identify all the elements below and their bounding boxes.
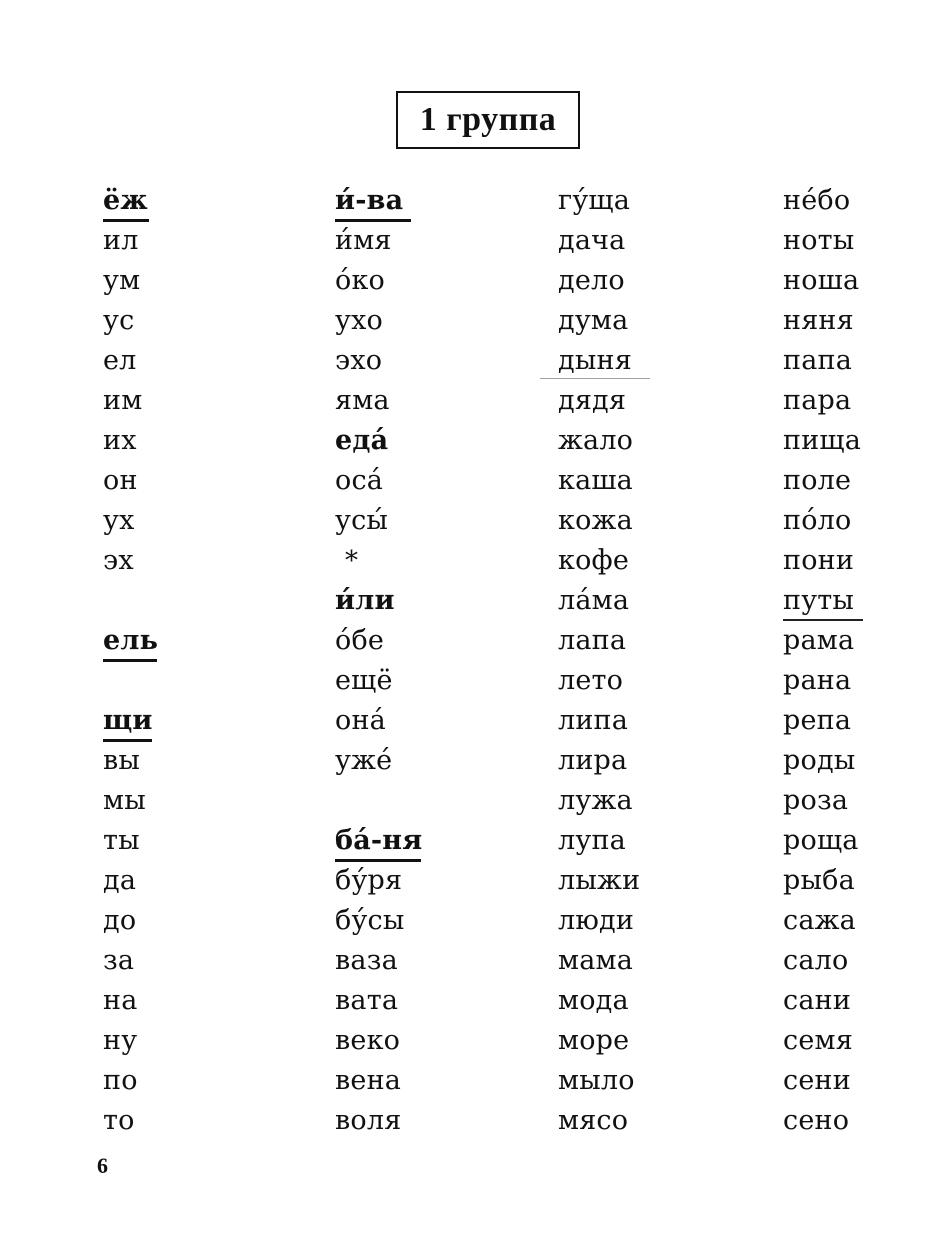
word-item: да: [103, 865, 137, 896]
word-column-1: [103, 181, 158, 1141]
heading-underline: [103, 739, 152, 742]
heading-text: ба́-ня: [335, 825, 423, 856]
word-item: и́мя: [335, 225, 392, 256]
word-item: он: [103, 465, 138, 496]
word-item: о́ко: [335, 265, 385, 296]
group-title-box: [396, 91, 580, 149]
word-item: лужа: [558, 785, 633, 816]
word-item: ел: [103, 345, 137, 376]
word-item: сани: [783, 985, 852, 1016]
word-item: на: [103, 985, 138, 1016]
word-item: по: [103, 1065, 138, 1096]
word-item: пони: [783, 545, 855, 576]
heading-text: ёж: [103, 185, 148, 216]
word-item: семя: [783, 1025, 853, 1056]
word-item: мама: [558, 945, 633, 976]
syllable-heading: [335, 181, 422, 221]
word-item: ухо: [335, 305, 383, 336]
word-item: лапа: [558, 625, 627, 656]
word-item: ил: [103, 225, 139, 256]
word-item: мы: [103, 785, 146, 816]
word-item: не́бо: [783, 185, 851, 216]
word-item: и́ли: [335, 585, 395, 616]
word-item: папа: [783, 345, 852, 376]
word-item: о́бе: [335, 625, 385, 656]
word-item: по́ло: [783, 505, 852, 536]
word-item: сало: [783, 945, 849, 976]
syllable-heading: [103, 181, 158, 221]
word-item: лыжи: [558, 865, 641, 896]
word-item: им: [103, 385, 143, 416]
word-column-4: [783, 181, 861, 1141]
word-item: гу́ща: [558, 185, 631, 216]
word-text: путы: [783, 585, 855, 616]
word-item: то: [103, 1105, 135, 1136]
word-item: мода: [558, 985, 629, 1016]
word-item: поле: [783, 465, 852, 496]
word-item: яма: [335, 385, 390, 416]
syllable-heading: [335, 821, 422, 861]
heading-underline: [103, 659, 157, 662]
word-item: ноты: [783, 225, 855, 256]
word-item: воля: [335, 1105, 402, 1136]
heading-underline: [335, 219, 411, 222]
word-item: мыло: [558, 1065, 635, 1096]
word-item: море: [558, 1025, 630, 1056]
word-item: ноша: [783, 265, 860, 296]
group-title: 1 группа: [419, 101, 557, 138]
word-item: дума: [558, 305, 629, 336]
word-item: вы: [103, 745, 141, 776]
blank-line: [335, 781, 422, 821]
word-item: ваза: [335, 945, 398, 976]
word-item: репа: [783, 705, 852, 736]
word-item: рана: [783, 665, 852, 696]
word-item: жало: [558, 425, 634, 456]
heading-text: и́-ва: [335, 185, 404, 216]
word-item: пища: [783, 425, 861, 456]
word-column-2: [335, 181, 422, 1141]
asterisk-separator: *: [345, 546, 359, 576]
word-item: рыба: [783, 865, 855, 896]
word-item: бу́сы: [335, 905, 405, 936]
word-item: сени: [783, 1065, 851, 1096]
scan-artifact-line: [540, 378, 650, 379]
word-item: дядя: [558, 385, 627, 416]
heading-underline: [335, 859, 421, 862]
word-item: лира: [558, 745, 628, 776]
syllable-heading: [103, 621, 158, 661]
word-item: липа: [558, 705, 629, 736]
syllable-heading: [103, 701, 158, 741]
word-item: мясо: [558, 1105, 629, 1136]
heading-text: ель: [103, 625, 159, 656]
word-item: каша: [558, 465, 633, 496]
word-item: эхо: [335, 345, 383, 376]
heading-text: щи: [103, 705, 153, 736]
blank-line: [103, 581, 158, 621]
word-item: вата: [335, 985, 399, 1016]
word-item: оса́: [335, 465, 384, 496]
word-item: до: [103, 905, 137, 936]
word-item: еда́: [335, 425, 389, 456]
word-item: лето: [558, 665, 624, 696]
word-item: ух: [103, 505, 135, 536]
separator-rule: [783, 619, 863, 621]
word-item: роза: [783, 785, 849, 816]
word-item: [783, 581, 861, 621]
word-item: дело: [558, 265, 625, 296]
word-item: усы́: [335, 505, 389, 536]
word-item: дача: [558, 225, 626, 256]
word-item: ты: [103, 825, 140, 856]
word-item: бу́ря: [335, 865, 403, 896]
word-column-3: [558, 181, 640, 1141]
word-item: вена: [335, 1065, 402, 1096]
word-item: за: [103, 945, 135, 976]
blank-line: [103, 661, 158, 701]
word-item: дыня: [558, 345, 632, 376]
word-item: веко: [335, 1025, 401, 1056]
word-item: ну: [103, 1025, 138, 1056]
word-item: ум: [103, 265, 141, 296]
word-item: люди: [558, 905, 635, 936]
word-item: ус: [103, 305, 135, 336]
word-item: роща: [783, 825, 859, 856]
page-number: 6: [97, 1153, 108, 1178]
word-item: уже́: [335, 745, 393, 776]
word-item: она́: [335, 705, 386, 736]
word-item: эх: [103, 545, 134, 576]
word-item: ещё: [335, 665, 393, 696]
word-item: кожа: [558, 505, 633, 536]
word-item: роды: [783, 745, 856, 776]
word-item: няня: [783, 305, 854, 336]
word-item: пара: [783, 385, 852, 416]
word-item: их: [103, 425, 137, 456]
word-item: ла́ма: [558, 585, 630, 616]
word-item: лупа: [558, 825, 626, 856]
word-item: сажа: [783, 905, 856, 936]
word-item: кофе: [558, 545, 630, 576]
heading-underline: [103, 219, 149, 222]
word-item: сено: [783, 1105, 850, 1136]
word-item: рама: [783, 625, 855, 656]
